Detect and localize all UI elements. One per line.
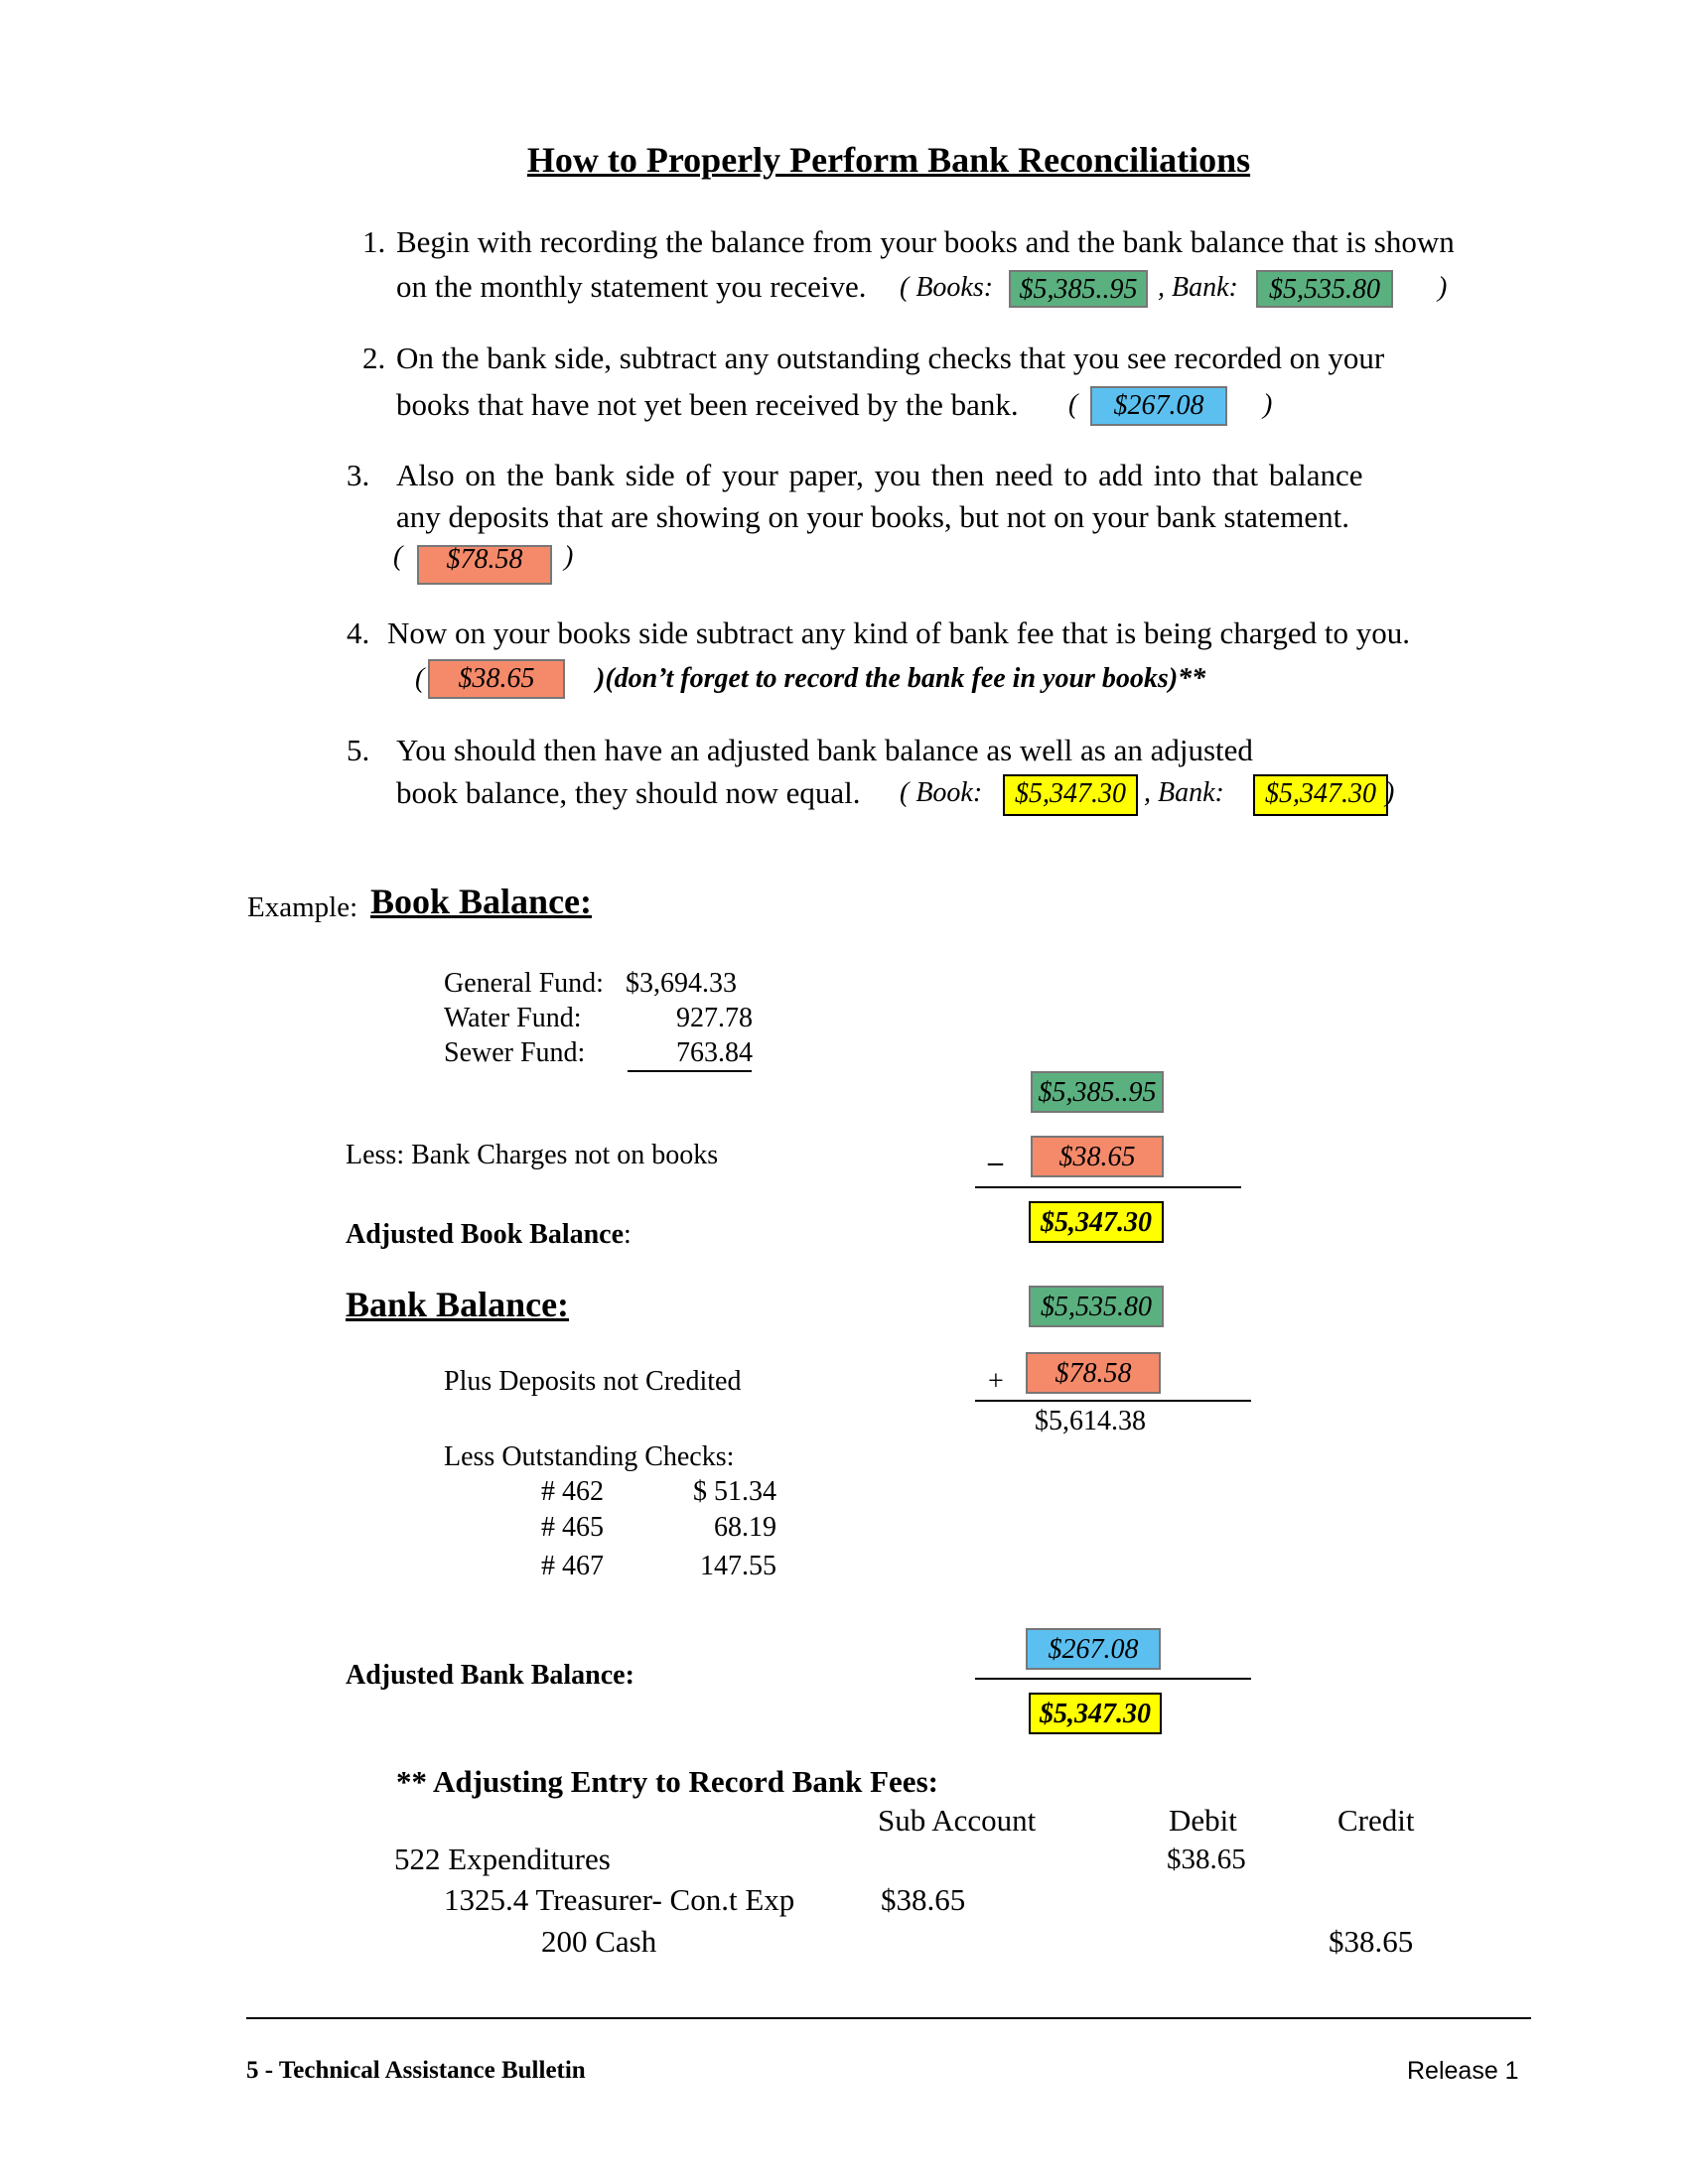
minus-sign: _	[988, 1136, 1003, 1168]
check-num-467: # 467	[541, 1551, 604, 1581]
page-title: How to Properly Perform Bank Reconciliations	[526, 140, 1251, 180]
entry-row-3-credit: $38.65	[1329, 1924, 1414, 1959]
less-bank-charges-label: Less: Bank Charges not on books	[346, 1140, 719, 1170]
step-4-note: )(don’t forget to record the bank fee in your books)**	[596, 663, 1206, 694]
step-5-bank-label: , Bank:	[1144, 777, 1224, 808]
adjusted-book-label	[346, 1219, 632, 1251]
entry-row-3-name: 200 Cash	[541, 1924, 657, 1959]
bank-adjusted-line	[975, 1678, 1251, 1680]
entry-heading: ** Adjusting Entry to Record Bank Fees:	[396, 1764, 938, 1799]
plus-deposits-label: Plus Deposits not Credited	[444, 1366, 742, 1397]
bank-subtotal-line	[975, 1400, 1251, 1402]
fund-name-general: General Fund:	[444, 968, 604, 999]
step-1-bank-value: $5,535.80	[1256, 270, 1393, 308]
step-2-line-1: On the bank side, subtract any outstanding checks that you see recorded on your	[396, 341, 1385, 375]
bank-subtotal: $5,614.38	[1035, 1406, 1146, 1436]
check-num-462: # 462	[541, 1476, 604, 1507]
step-4-number: 4.	[347, 615, 370, 650]
check-amount-467: 147.55	[700, 1551, 776, 1581]
entry-row-2-sub: $38.65	[881, 1882, 966, 1917]
step-5-line-1: You should then have an adjusted bank balance as well as an adjusted	[396, 733, 1253, 767]
step-1-close: )	[1438, 272, 1448, 303]
fund-name-water: Water Fund:	[444, 1003, 582, 1033]
funds-underline	[628, 1070, 752, 1072]
fund-amount-general: $3,694.33	[626, 968, 737, 999]
fund-amount-water: 927.78	[676, 1003, 753, 1033]
step-1-books-label: ( Books:	[900, 272, 994, 303]
deposits-value: $78.58	[1026, 1352, 1161, 1394]
example-label: Example:	[247, 891, 358, 923]
step-5-close: )	[1385, 777, 1395, 808]
footer-right: Release 1	[1407, 2057, 1519, 2085]
step-3-line-2: any deposits that are showing on your books, but not on your bank statement.	[396, 499, 1350, 534]
adjusted-bank-value: $5,347.30	[1029, 1693, 1162, 1734]
plus-sign: +	[988, 1366, 1004, 1397]
step-4-line-1: Now on your books side subtract any kind of bank fee that is being charged to you.	[387, 615, 1410, 650]
footer-left: 5 - Technical Assistance Bulletin	[246, 2057, 586, 2084]
step-1-line-2: on the monthly statement you receive.	[396, 269, 867, 304]
step-4-open: (	[415, 663, 425, 694]
footer-rule	[246, 2017, 1531, 2019]
step-1-books-value: $5,385..95	[1009, 270, 1148, 308]
entry-row-2-name: 1325.4 Treasurer- Con.t Exp	[444, 1882, 795, 1917]
step-1-bank-label: , Bank:	[1158, 272, 1238, 303]
check-amount-465: 68.19	[714, 1512, 776, 1543]
step-5-book-label: ( Book:	[900, 777, 983, 808]
step-2-number: 2.	[362, 341, 386, 375]
adjusted-bank-label: Adjusted Bank Balance:	[346, 1660, 634, 1691]
step-4-value: $38.65	[428, 659, 565, 699]
book-subtotal-line	[975, 1186, 1241, 1188]
outstanding-total: $267.08	[1026, 1628, 1161, 1670]
step-3-value: $78.58	[417, 545, 552, 585]
fund-name-sewer: Sewer Fund:	[444, 1037, 586, 1068]
check-amount-462: $ 51.34	[693, 1476, 776, 1507]
entry-row-1-name: 522 Expenditures	[394, 1842, 611, 1876]
entry-col-debit: Debit	[1169, 1803, 1237, 1838]
entry-col-sub: Sub Account	[878, 1803, 1037, 1838]
adjusted-book-label-text: Adjusted Book Balance	[346, 1219, 625, 1250]
step-1-line-1: Begin with recording the balance from your books and the bank balance that is shown	[396, 224, 1455, 259]
step-3-close: )	[564, 541, 574, 572]
bank-total: $5,535.80	[1029, 1286, 1164, 1327]
step-5-book-value: $5,347.30	[1003, 774, 1138, 816]
step-1-number: 1.	[362, 224, 386, 259]
adjusted-book-value: $5,347.30	[1029, 1201, 1164, 1243]
bank-balance-heading: Bank Balance:	[346, 1285, 570, 1324]
step-2-line-2: books that have not yet been received by the bank.	[396, 387, 1019, 422]
step-2-open: (	[1068, 389, 1078, 420]
step-2-close: )	[1263, 389, 1273, 420]
bank-charges-value: $38.65	[1031, 1136, 1164, 1177]
step-2-value: $267.08	[1090, 386, 1227, 426]
fund-amount-sewer: 763.84	[676, 1037, 753, 1068]
step-3-line-1: Also on the bank side of your paper, you then need to add into that balance	[396, 458, 1363, 492]
less-outstanding-label: Less Outstanding Checks:	[444, 1441, 735, 1472]
step-3-open: (	[393, 541, 403, 572]
step-5-number: 5.	[347, 733, 370, 767]
step-5-line-2: book balance, they should now equal.	[396, 775, 861, 810]
adjusted-book-label-colon: :	[624, 1219, 632, 1250]
step-5-bank-value: $5,347.30	[1253, 774, 1388, 816]
check-num-465: # 465	[541, 1512, 604, 1543]
entry-row-1-debit: $38.65	[1167, 1843, 1246, 1875]
entry-col-credit: Credit	[1337, 1803, 1415, 1838]
book-balance-heading: Book Balance:	[370, 882, 593, 921]
book-total: $5,385..95	[1031, 1071, 1164, 1113]
step-3-number: 3.	[347, 458, 370, 492]
